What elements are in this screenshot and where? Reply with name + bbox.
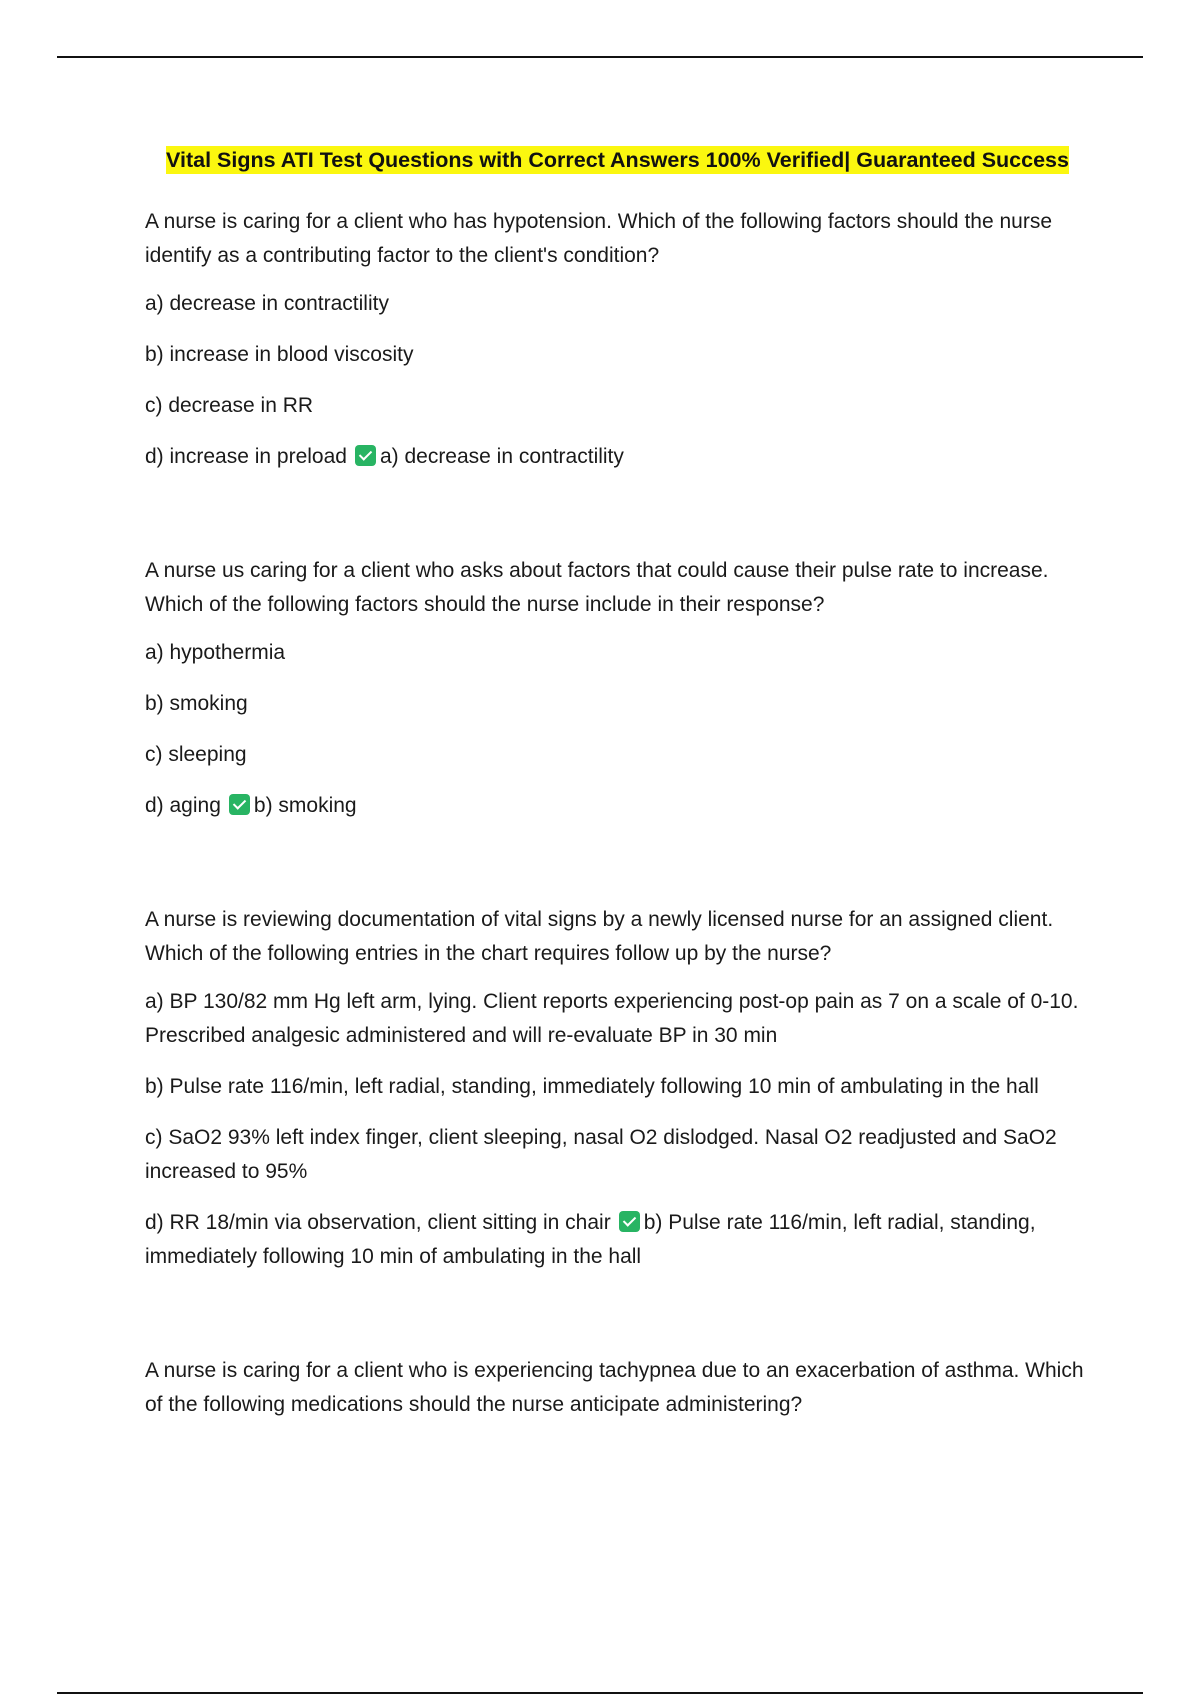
check-icon [619,1211,640,1232]
correct-answer: b) Pulse rate 116/min, left radial, standing, immediately following 10 min of ambulating in the hall [145,1211,1036,1268]
option-d-with-answer [145,440,1090,474]
correct-answer: b) smoking [253,794,357,817]
question-block-4 [145,1354,1090,1422]
option-c: c) decrease in RR [145,394,314,417]
option-d: d) RR 18/min via observation, client sitting in chair [145,1211,611,1234]
document-title: Vital Signs ATI Test Questions with Correct Answers 100% Verified| Guaranteed Success [166,148,1069,172]
correct-answer: a) decrease in contractility [379,445,624,468]
document-body [145,142,1090,1502]
option-a: a) hypothermia [145,641,286,664]
question-block-1 [145,205,1090,474]
question-block-3 [145,903,1090,1274]
option-b: b) smoking [145,692,248,715]
option-d: d) increase in preload [145,445,347,468]
option-d: d) aging [145,794,221,817]
header-rule [57,56,1143,58]
option-a: a) BP 130/82 mm Hg left arm, lying. Client reports experiencing post-op pain as 7 on a scale of 0-10. Prescribed analgesic administered and will re-evaluate BP in 30 min [145,990,1079,1047]
question-text: A nurse is caring for a client who has hypotension. Which of the following factors should the nurse identify as a contributing factor to the client's condition? [145,210,1052,267]
check-icon [355,445,376,466]
option-b: b) increase in blood viscosity [145,343,414,366]
option-d-with-answer [145,1206,1090,1274]
option-d-with-answer [145,789,1090,823]
option-b: b) Pulse rate 116/min, left radial, standing, immediately following 10 min of ambulating in the hall [145,1075,1039,1098]
footer-rule [57,1692,1143,1694]
question-text: A nurse us caring for a client who asks about factors that could cause their pulse rate to increase. Which of the following factors should the nurse include in their response? [145,559,1049,616]
option-c: c) sleeping [145,743,247,766]
question-text: A nurse is caring for a client who is experiencing tachypnea due to an exacerbation of asthma. Which of the following medications should the nurse anticipate administering? [145,1359,1084,1416]
title-line [145,142,1090,181]
question-text: A nurse is reviewing documentation of vital signs by a newly licensed nurse for an assigned client. Which of the following entries in the chart requires follow up by the nurse? [145,908,1054,965]
option-a: a) decrease in contractility [145,292,389,315]
option-c: c) SaO2 93% left index finger, client sleeping, nasal O2 dislodged. Nasal O2 readjusted and SaO2 increased to 95% [145,1126,1057,1183]
question-block-2 [145,554,1090,823]
check-icon [229,794,250,815]
